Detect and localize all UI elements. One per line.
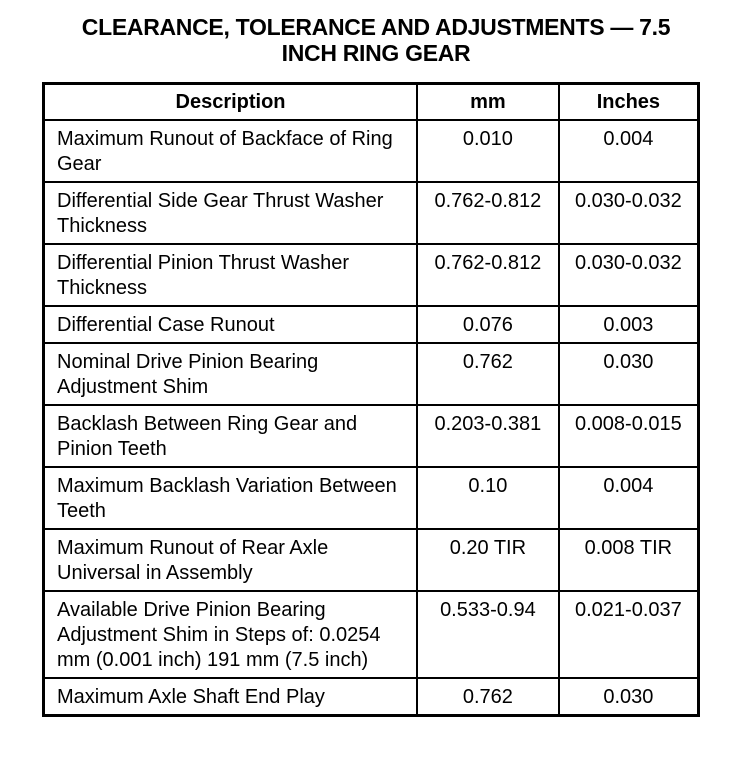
row-description: Differential Pinion Thrust Washer Thickness <box>44 244 418 306</box>
row-description: Differential Case Runout <box>44 306 418 343</box>
title-line-2: INCH RING GEAR <box>281 40 471 66</box>
row-mm-value: 0.762-0.812 <box>417 182 559 244</box>
row-description: Maximum Runout of Rear Axle Universal in Assembly <box>44 529 418 591</box>
table-row <box>44 591 699 678</box>
row-inches-value: 0.004 <box>559 120 699 182</box>
row-mm-value: 0.762-0.812 <box>417 244 559 306</box>
table-row <box>44 405 699 467</box>
table-row <box>44 678 699 716</box>
row-inches-value: 0.030-0.032 <box>559 244 699 306</box>
document-title <box>0 14 752 66</box>
row-description: Nominal Drive Pinion Bearing Adjustment Shim <box>44 343 418 405</box>
table-row <box>44 529 699 591</box>
table-row <box>44 306 699 343</box>
header-inches: Inches <box>559 84 699 121</box>
title-line-1: CLEARANCE, TOLERANCE AND ADJUSTMENTS — 7.5 <box>81 14 671 40</box>
table-row <box>44 120 699 182</box>
specifications-table <box>42 82 700 717</box>
header-mm: mm <box>417 84 559 121</box>
row-inches-value: 0.021-0.037 <box>559 591 699 678</box>
row-inches-value: 0.003 <box>559 306 699 343</box>
row-mm-value: 0.762 <box>417 343 559 405</box>
row-mm-value: 0.010 <box>417 120 559 182</box>
row-inches-value: 0.008-0.015 <box>559 405 699 467</box>
row-mm-value: 0.10 <box>417 467 559 529</box>
row-inches-value: 0.008 TIR <box>559 529 699 591</box>
row-mm-value: 0.762 <box>417 678 559 716</box>
row-inches-value: 0.030 <box>559 678 699 716</box>
header-row <box>44 84 699 121</box>
table-row <box>44 467 699 529</box>
row-inches-value: 0.030 <box>559 343 699 405</box>
table-row <box>44 182 699 244</box>
row-mm-value: 0.533-0.94 <box>417 591 559 678</box>
row-description: Backlash Between Ring Gear and Pinion Teeth <box>44 405 418 467</box>
row-description: Available Drive Pinion Bearing Adjustment Shim in Steps of: 0.0254 mm (0.001 inch) 191 mm (7.5 inch) <box>44 591 418 678</box>
row-inches-value: 0.004 <box>559 467 699 529</box>
row-description: Maximum Runout of Backface of Ring Gear <box>44 120 418 182</box>
table-row <box>44 244 699 306</box>
row-mm-value: 0.203-0.381 <box>417 405 559 467</box>
table-row <box>44 343 699 405</box>
row-description: Maximum Backlash Variation Between Teeth <box>44 467 418 529</box>
header-description: Description <box>44 84 418 121</box>
row-mm-value: 0.076 <box>417 306 559 343</box>
row-description: Differential Side Gear Thrust Washer Thickness <box>44 182 418 244</box>
row-inches-value: 0.030-0.032 <box>559 182 699 244</box>
row-mm-value: 0.20 TIR <box>417 529 559 591</box>
row-description: Maximum Axle Shaft End Play <box>44 678 418 716</box>
